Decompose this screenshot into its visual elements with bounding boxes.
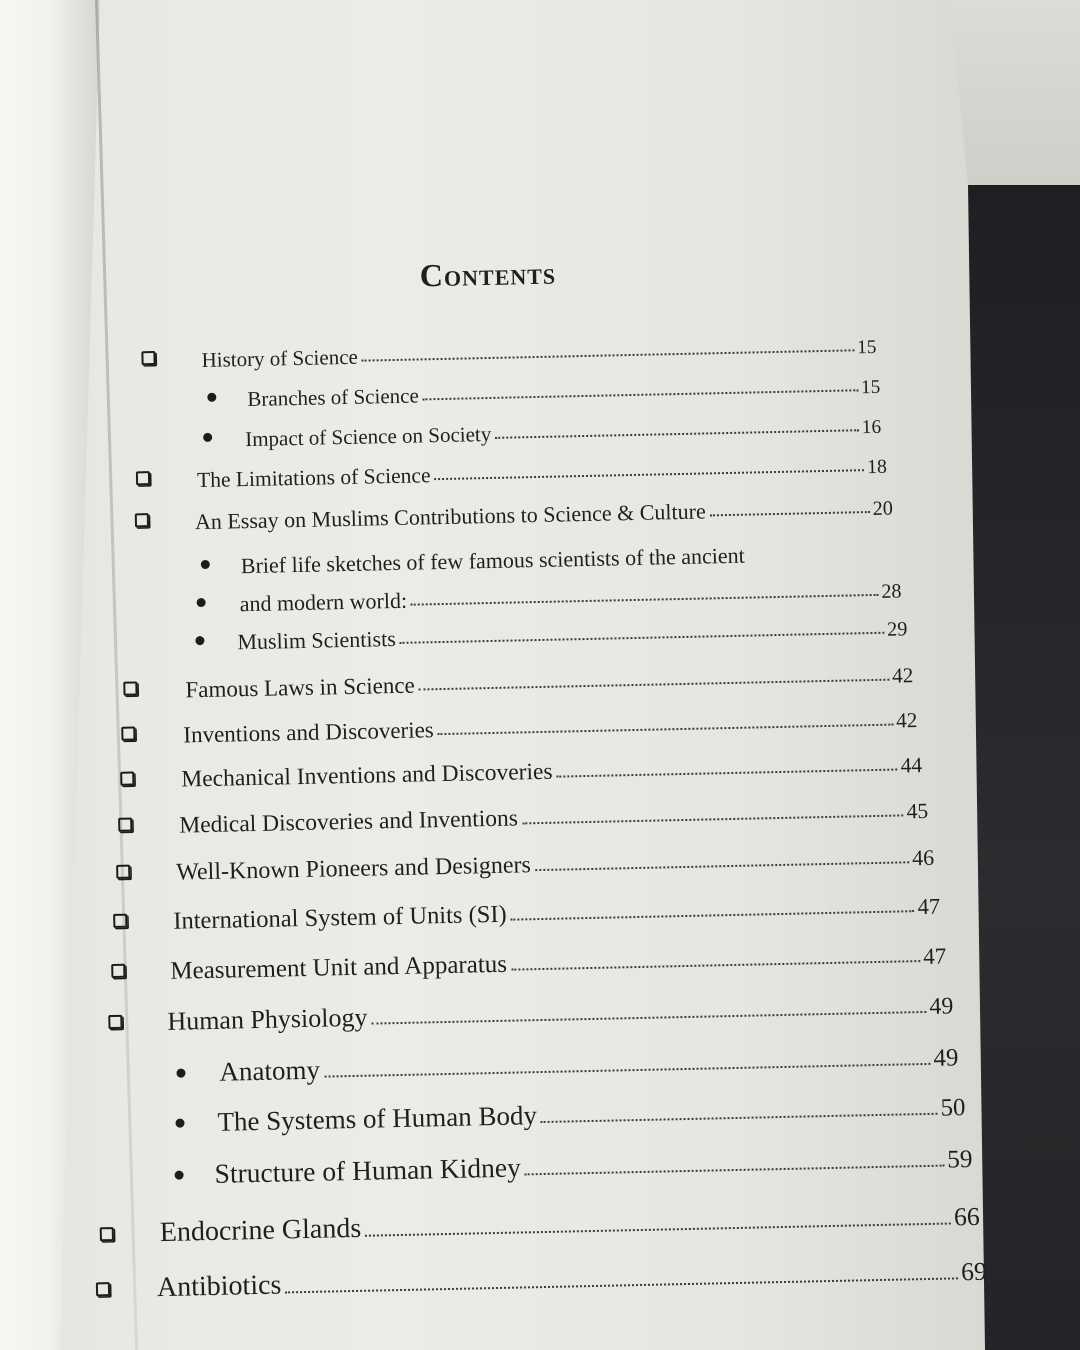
toc-entry-title: International System of Units (SI) <box>173 900 507 935</box>
toc-entry-title: and modern world: <box>239 587 408 617</box>
dot-leader <box>495 429 859 439</box>
dot-leader <box>710 511 870 516</box>
dot-leader <box>557 769 898 778</box>
toc-page-number: 44 <box>900 752 923 778</box>
toc-entry <box>183 697 918 748</box>
dot-leader <box>511 910 915 920</box>
dot-leader <box>419 679 889 691</box>
dot-bullet-icon <box>175 1119 184 1128</box>
toc-entry-title: Medical Discoveries and Inventions <box>179 805 519 839</box>
toc-page-number: 66 <box>953 1201 980 1232</box>
toc-entry-title: Human Physiology <box>167 1002 368 1036</box>
dot-leader <box>372 1011 927 1025</box>
toc-entry <box>167 984 954 1036</box>
toc-page-number: 20 <box>872 497 894 520</box>
toc-page-number: 47 <box>917 893 941 920</box>
toc-entry-title: Anatomy <box>219 1054 321 1087</box>
checkbox-bullet-icon <box>135 513 149 527</box>
toc-entry <box>194 485 893 536</box>
toc-entry <box>176 835 935 887</box>
dot-leader <box>438 724 893 736</box>
toc-page-number: 42 <box>895 708 918 733</box>
toc-page-number: 69 <box>960 1256 988 1287</box>
dot-leader <box>365 1222 951 1236</box>
checkbox-bullet-icon <box>118 818 132 832</box>
dot-bullet-icon <box>203 433 212 442</box>
toc-entry <box>159 1196 980 1249</box>
dot-bullet-icon <box>175 1171 184 1180</box>
dot-leader <box>535 861 909 871</box>
dot-bullet-icon <box>207 393 216 402</box>
checkbox-bullet-icon <box>108 1015 122 1029</box>
checkbox-bullet-icon <box>113 914 127 928</box>
dot-bullet-icon <box>197 598 206 607</box>
toc-entry-title: Brief life sketches of few famous scientists of the ancient <box>240 542 746 579</box>
dot-leader <box>423 389 858 400</box>
toc-page-number: 47 <box>922 943 947 970</box>
dot-leader <box>362 349 854 361</box>
toc-page-number: 45 <box>906 798 929 824</box>
dot-leader <box>435 469 865 480</box>
toc-entry-title: History of Science <box>201 344 359 372</box>
dot-leader <box>286 1277 959 1293</box>
toc-entry <box>217 1086 966 1138</box>
toc-page-number: 42 <box>891 663 914 688</box>
toc-entry <box>170 934 947 986</box>
toc-entry-title: Branches of Science <box>247 383 420 412</box>
dot-leader <box>525 1165 944 1176</box>
toc-entry-title: Antibiotics <box>156 1269 282 1304</box>
toc-page-number: 15 <box>856 336 877 359</box>
toc-entry <box>219 1036 959 1087</box>
toc-entry-title: Endocrine Glands <box>159 1212 362 1249</box>
toc-entry <box>179 788 929 840</box>
toc-page-number: 18 <box>866 455 888 479</box>
checkbox-bullet-icon <box>116 865 130 879</box>
toc-entry-title: Famous Laws in Science <box>185 672 415 703</box>
toc-entry-title: Inventions and Discoveries <box>183 717 434 748</box>
toc-entry-title: Impact of Science on Society <box>244 421 492 452</box>
toc-entry <box>173 884 941 936</box>
dot-leader <box>400 632 884 644</box>
toc-entry <box>181 742 923 794</box>
toc-entry <box>185 652 914 703</box>
dot-bullet-icon <box>176 1068 185 1077</box>
toc-entry <box>157 1251 988 1304</box>
toc-entry-title: The Limitations of Science <box>196 463 431 493</box>
checkbox-bullet-icon <box>120 772 134 786</box>
toc-page-number: 49 <box>929 993 954 1020</box>
toc-page-number: 28 <box>881 580 902 603</box>
checkbox-bullet-icon <box>121 726 135 740</box>
toc-entry <box>214 1138 973 1190</box>
dot-bullet-icon <box>195 636 204 645</box>
toc-page-number: 50 <box>940 1094 966 1122</box>
toc-entry-title: Muslim Scientists <box>237 625 396 655</box>
checkbox-bullet-icon <box>136 471 150 485</box>
dot-leader <box>411 594 878 606</box>
dot-leader <box>522 814 904 824</box>
contents-heading: Contents <box>419 254 557 294</box>
toc-entry-title: Structure of Human Kidney <box>214 1151 522 1189</box>
checkbox-bullet-icon <box>123 681 137 695</box>
toc-page-number: 46 <box>911 844 935 871</box>
dot-bullet-icon <box>201 560 210 569</box>
dot-leader <box>541 1113 938 1123</box>
toc-entry-title: Mechanical Inventions and Discoveries <box>181 758 553 793</box>
toc-entry-title: Measurement Unit and Apparatus <box>170 950 508 985</box>
dot-leader <box>324 1063 931 1078</box>
toc-page-number: 29 <box>886 618 908 641</box>
checkbox-bullet-icon <box>96 1282 110 1296</box>
toc-entry-title: The Systems of Human Body <box>217 1100 538 1137</box>
toc-page-number: 16 <box>861 416 882 439</box>
toc-entry-title: An Essay on Muslims Contributions to Science & Culture <box>194 498 706 535</box>
checkbox-bullet-icon <box>111 964 125 978</box>
checkbox-bullet-icon <box>100 1227 114 1241</box>
dot-leader <box>511 960 920 971</box>
toc-page-number: 15 <box>860 376 881 399</box>
toc-page-number: 59 <box>946 1145 973 1174</box>
toc-page-number: 49 <box>933 1044 959 1072</box>
checkbox-bullet-icon <box>141 351 155 365</box>
toc-entry-title: Well-Known Pioneers and Designers <box>176 852 532 886</box>
